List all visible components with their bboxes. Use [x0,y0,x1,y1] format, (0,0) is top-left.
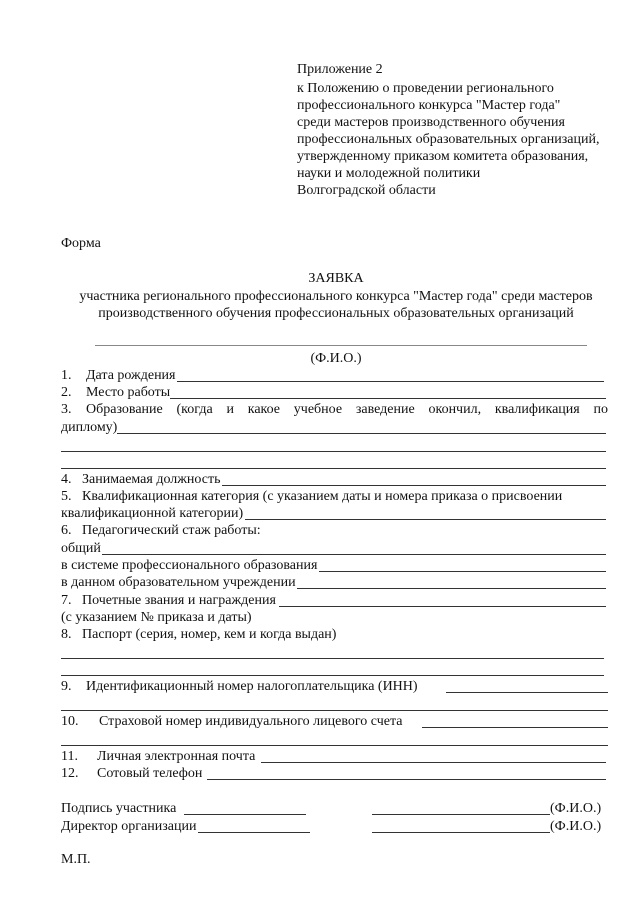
fio-field-line[interactable] [95,345,587,346]
fio-caption: (Ф.И.О.) [310,351,362,366]
workplace-field[interactable] [170,398,606,399]
appendix-line: утвержденному приказом комитета образования, [297,149,589,164]
awards-label: Почетные звания и награждения [82,593,276,608]
participant-fio-field[interactable] [372,814,550,815]
field-number: 12. [61,766,79,781]
qualification-category-label: Квалификационная категория (с указанием даты и номера приказа о присвоении [82,489,563,504]
field-number: 2. [61,385,72,400]
field-number: 1. [61,368,72,383]
field-number: 4. [61,472,72,487]
field-number: 5. [61,489,72,504]
birth-date-field[interactable] [177,381,604,382]
director-fio-caption: (Ф.И.О.) [550,819,602,834]
education-label-cont: диплому) [61,420,118,435]
stamp-place-label: М.П. [61,852,91,867]
awards-field[interactable] [279,606,606,607]
participant-fio-caption: (Ф.И.О.) [550,801,602,816]
field-number: 7. [61,593,72,608]
email-label: Личная электронная почта [97,749,256,764]
appendix-line: к Положению о проведении регионального [297,81,554,96]
education-field-line[interactable] [61,468,606,469]
form-label: Форма [61,236,101,251]
field-number: 10. [61,714,79,729]
awards-note: (с указанием № приказа и даты) [61,610,252,625]
participant-signature-label: Подпись участника [61,801,177,816]
experience-system-field[interactable] [319,571,606,572]
position-label: Занимаемая должность [82,472,221,487]
experience-institution-label: в данном образовательном учреждении [61,575,296,590]
birth-date-label: Дата рождения [86,368,176,383]
phone-label: Сотовый телефон [97,766,203,781]
field-number: 11. [61,749,78,764]
passport-field-line[interactable] [61,675,604,676]
experience-general-label: общий [61,541,101,556]
director-signature-label: Директор организации [61,819,197,834]
experience-general-field[interactable] [102,554,606,555]
document-subtitle: участника регионального профессионального конкурса "Мастер года" среди мастеров [79,289,593,304]
passport-field-line[interactable] [61,658,604,659]
appendix-line: среди мастеров производственного обучения [297,115,565,130]
phone-field[interactable] [207,779,606,780]
snils-label: Страховой номер индивидуального лицевого счета [99,714,403,729]
education-label: Образование (когда и какое учебное заведение окончил, квалификация по [86,402,608,417]
education-field[interactable] [117,433,606,434]
field-number: 9. [61,679,72,694]
experience-label: Педагогический стаж работы: [82,523,261,538]
inn-label: Идентификационный номер налогоплательщика (ИНН) [86,679,418,694]
appendix-title: Приложение 2 [297,62,383,77]
appendix-line: профессиональных образовательных организаций, [297,132,600,147]
education-field-line[interactable] [61,451,606,452]
experience-system-label: в системе профессионального образования [61,558,318,573]
workplace-label: Место работы [86,385,171,400]
director-fio-field[interactable] [372,832,550,833]
appendix-line: науки и молодежной политики [297,166,481,181]
qualification-category-label-cont: квалификационной категории) [61,506,244,521]
snils-field-line[interactable] [61,745,608,746]
experience-institution-field[interactable] [297,588,606,589]
inn-field[interactable] [446,692,608,693]
appendix-line: профессионального конкурса "Мастер года" [297,98,561,113]
snils-field[interactable] [422,727,608,728]
position-field[interactable] [222,485,606,486]
field-number: 3. [61,402,72,417]
email-field[interactable] [261,762,606,763]
qualification-category-field[interactable] [245,519,606,520]
document-title: ЗАЯВКА [308,271,364,286]
document-subtitle: производственного обучения профессиональных образовательных организаций [98,306,574,321]
director-signature-field[interactable] [198,832,310,833]
inn-field-line[interactable] [61,710,608,711]
participant-signature-field[interactable] [184,814,306,815]
passport-label: Паспорт (серия, номер, кем и когда выдан) [82,627,337,642]
field-number: 6. [61,523,72,538]
field-number: 8. [61,627,72,642]
appendix-line: Волгоградской области [297,183,436,198]
